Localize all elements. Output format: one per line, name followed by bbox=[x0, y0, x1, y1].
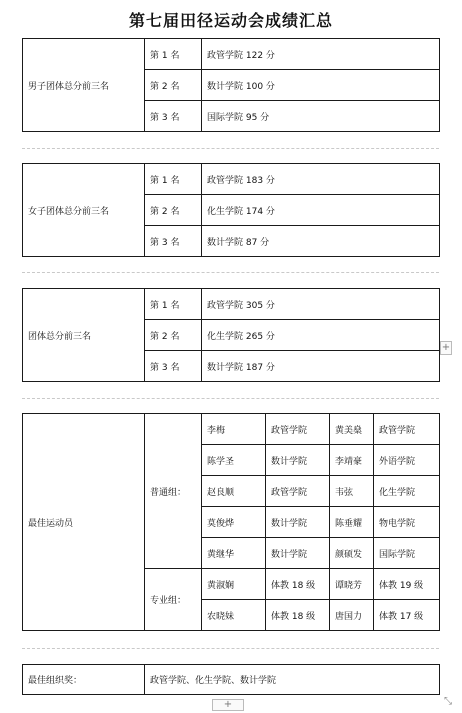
athlete-college: 体教 19 级 bbox=[374, 569, 440, 600]
athlete-name: 陈垂耀 bbox=[330, 507, 374, 538]
athlete-college: 数计学院 bbox=[266, 538, 330, 569]
result-cell: 化生学院 174 分 bbox=[202, 195, 440, 226]
athlete-college: 国际学院 bbox=[374, 538, 440, 569]
result-cell: 化生学院 265 分 bbox=[202, 320, 440, 351]
athlete-name: 李梅 bbox=[202, 414, 266, 445]
athlete-name: 赵良顺 bbox=[202, 476, 266, 507]
result-cell: 政管学院 122 分 bbox=[202, 39, 440, 70]
best-org-table bbox=[22, 664, 440, 695]
page-title: 第七届田径运动会成绩汇总 bbox=[128, 11, 333, 30]
rank-cell: 第 2 名 bbox=[145, 195, 202, 226]
athlete-college: 政管学院 bbox=[266, 414, 330, 445]
result-cell: 政管学院 305 分 bbox=[202, 289, 440, 320]
best-org-label: 最佳组织奖： bbox=[23, 665, 145, 695]
result-cell: 国际学院 95 分 bbox=[202, 101, 440, 132]
athlete-name: 唐国力 bbox=[330, 600, 374, 631]
result-cell: 政管学院 183 分 bbox=[202, 164, 440, 195]
athlete-name: 莫俊烨 bbox=[202, 507, 266, 538]
athlete-college: 体教 18 级 bbox=[266, 600, 330, 631]
rank-cell: 第 1 名 bbox=[145, 289, 202, 320]
rank-cell: 第 2 名 bbox=[145, 320, 202, 351]
athlete-name: 黄继华 bbox=[202, 538, 266, 569]
athlete-name: 黄淑娴 bbox=[202, 569, 266, 600]
team-total-label: 团体总分前三名 bbox=[23, 289, 145, 382]
rank-cell: 第 2 名 bbox=[145, 70, 202, 101]
athlete-name: 谭晓芳 bbox=[330, 569, 374, 600]
row-guide bbox=[22, 272, 439, 273]
result-cell: 数计学院 87 分 bbox=[202, 226, 440, 257]
athlete-college: 物电学院 bbox=[374, 507, 440, 538]
best-athletes-label: 最佳运动员 bbox=[23, 414, 145, 631]
athlete-name: 颜硕发 bbox=[330, 538, 374, 569]
row-guide bbox=[22, 148, 439, 149]
add-column-button[interactable]: + bbox=[441, 342, 451, 353]
team-total-table bbox=[22, 288, 440, 382]
athlete-college: 政管学院 bbox=[374, 414, 440, 445]
athlete-college: 体教 17 级 bbox=[374, 600, 440, 631]
row-guide bbox=[22, 648, 439, 649]
add-row-button[interactable]: + bbox=[212, 699, 244, 711]
pro-group-label: 专业组： bbox=[145, 569, 202, 631]
rank-cell: 第 1 名 bbox=[145, 39, 202, 70]
result-cell: 数计学院 100 分 bbox=[202, 70, 440, 101]
table-resize-handle[interactable]: ⤡ bbox=[444, 696, 452, 707]
athlete-name: 陈学圣 bbox=[202, 445, 266, 476]
regular-group-label: 普通组： bbox=[145, 414, 202, 569]
best-org-value: 政管学院、化生学院、数计学院 bbox=[145, 665, 440, 695]
athlete-college: 数计学院 bbox=[266, 507, 330, 538]
athlete-name: 李靖豪 bbox=[330, 445, 374, 476]
athlete-college: 外语学院 bbox=[374, 445, 440, 476]
athlete-name: 黄美燊 bbox=[330, 414, 374, 445]
athlete-college: 政管学院 bbox=[266, 476, 330, 507]
athlete-college: 体教 18 级 bbox=[266, 569, 330, 600]
rank-cell: 第 3 名 bbox=[145, 101, 202, 132]
athlete-name: 韦弦 bbox=[330, 476, 374, 507]
men-team-table bbox=[22, 38, 440, 132]
women-team-table bbox=[22, 163, 440, 257]
athlete-college: 数计学院 bbox=[266, 445, 330, 476]
rank-cell: 第 3 名 bbox=[145, 351, 202, 382]
athlete-college: 化生学院 bbox=[374, 476, 440, 507]
rank-cell: 第 3 名 bbox=[145, 226, 202, 257]
result-cell: 数计学院 187 分 bbox=[202, 351, 440, 382]
women-team-label: 女子团体总分前三名 bbox=[23, 164, 145, 257]
row-guide bbox=[22, 398, 439, 399]
athlete-name: 农晓妹 bbox=[202, 600, 266, 631]
men-team-label: 男子团体总分前三名 bbox=[23, 39, 145, 132]
best-athletes-table bbox=[22, 413, 440, 631]
rank-cell: 第 1 名 bbox=[145, 164, 202, 195]
